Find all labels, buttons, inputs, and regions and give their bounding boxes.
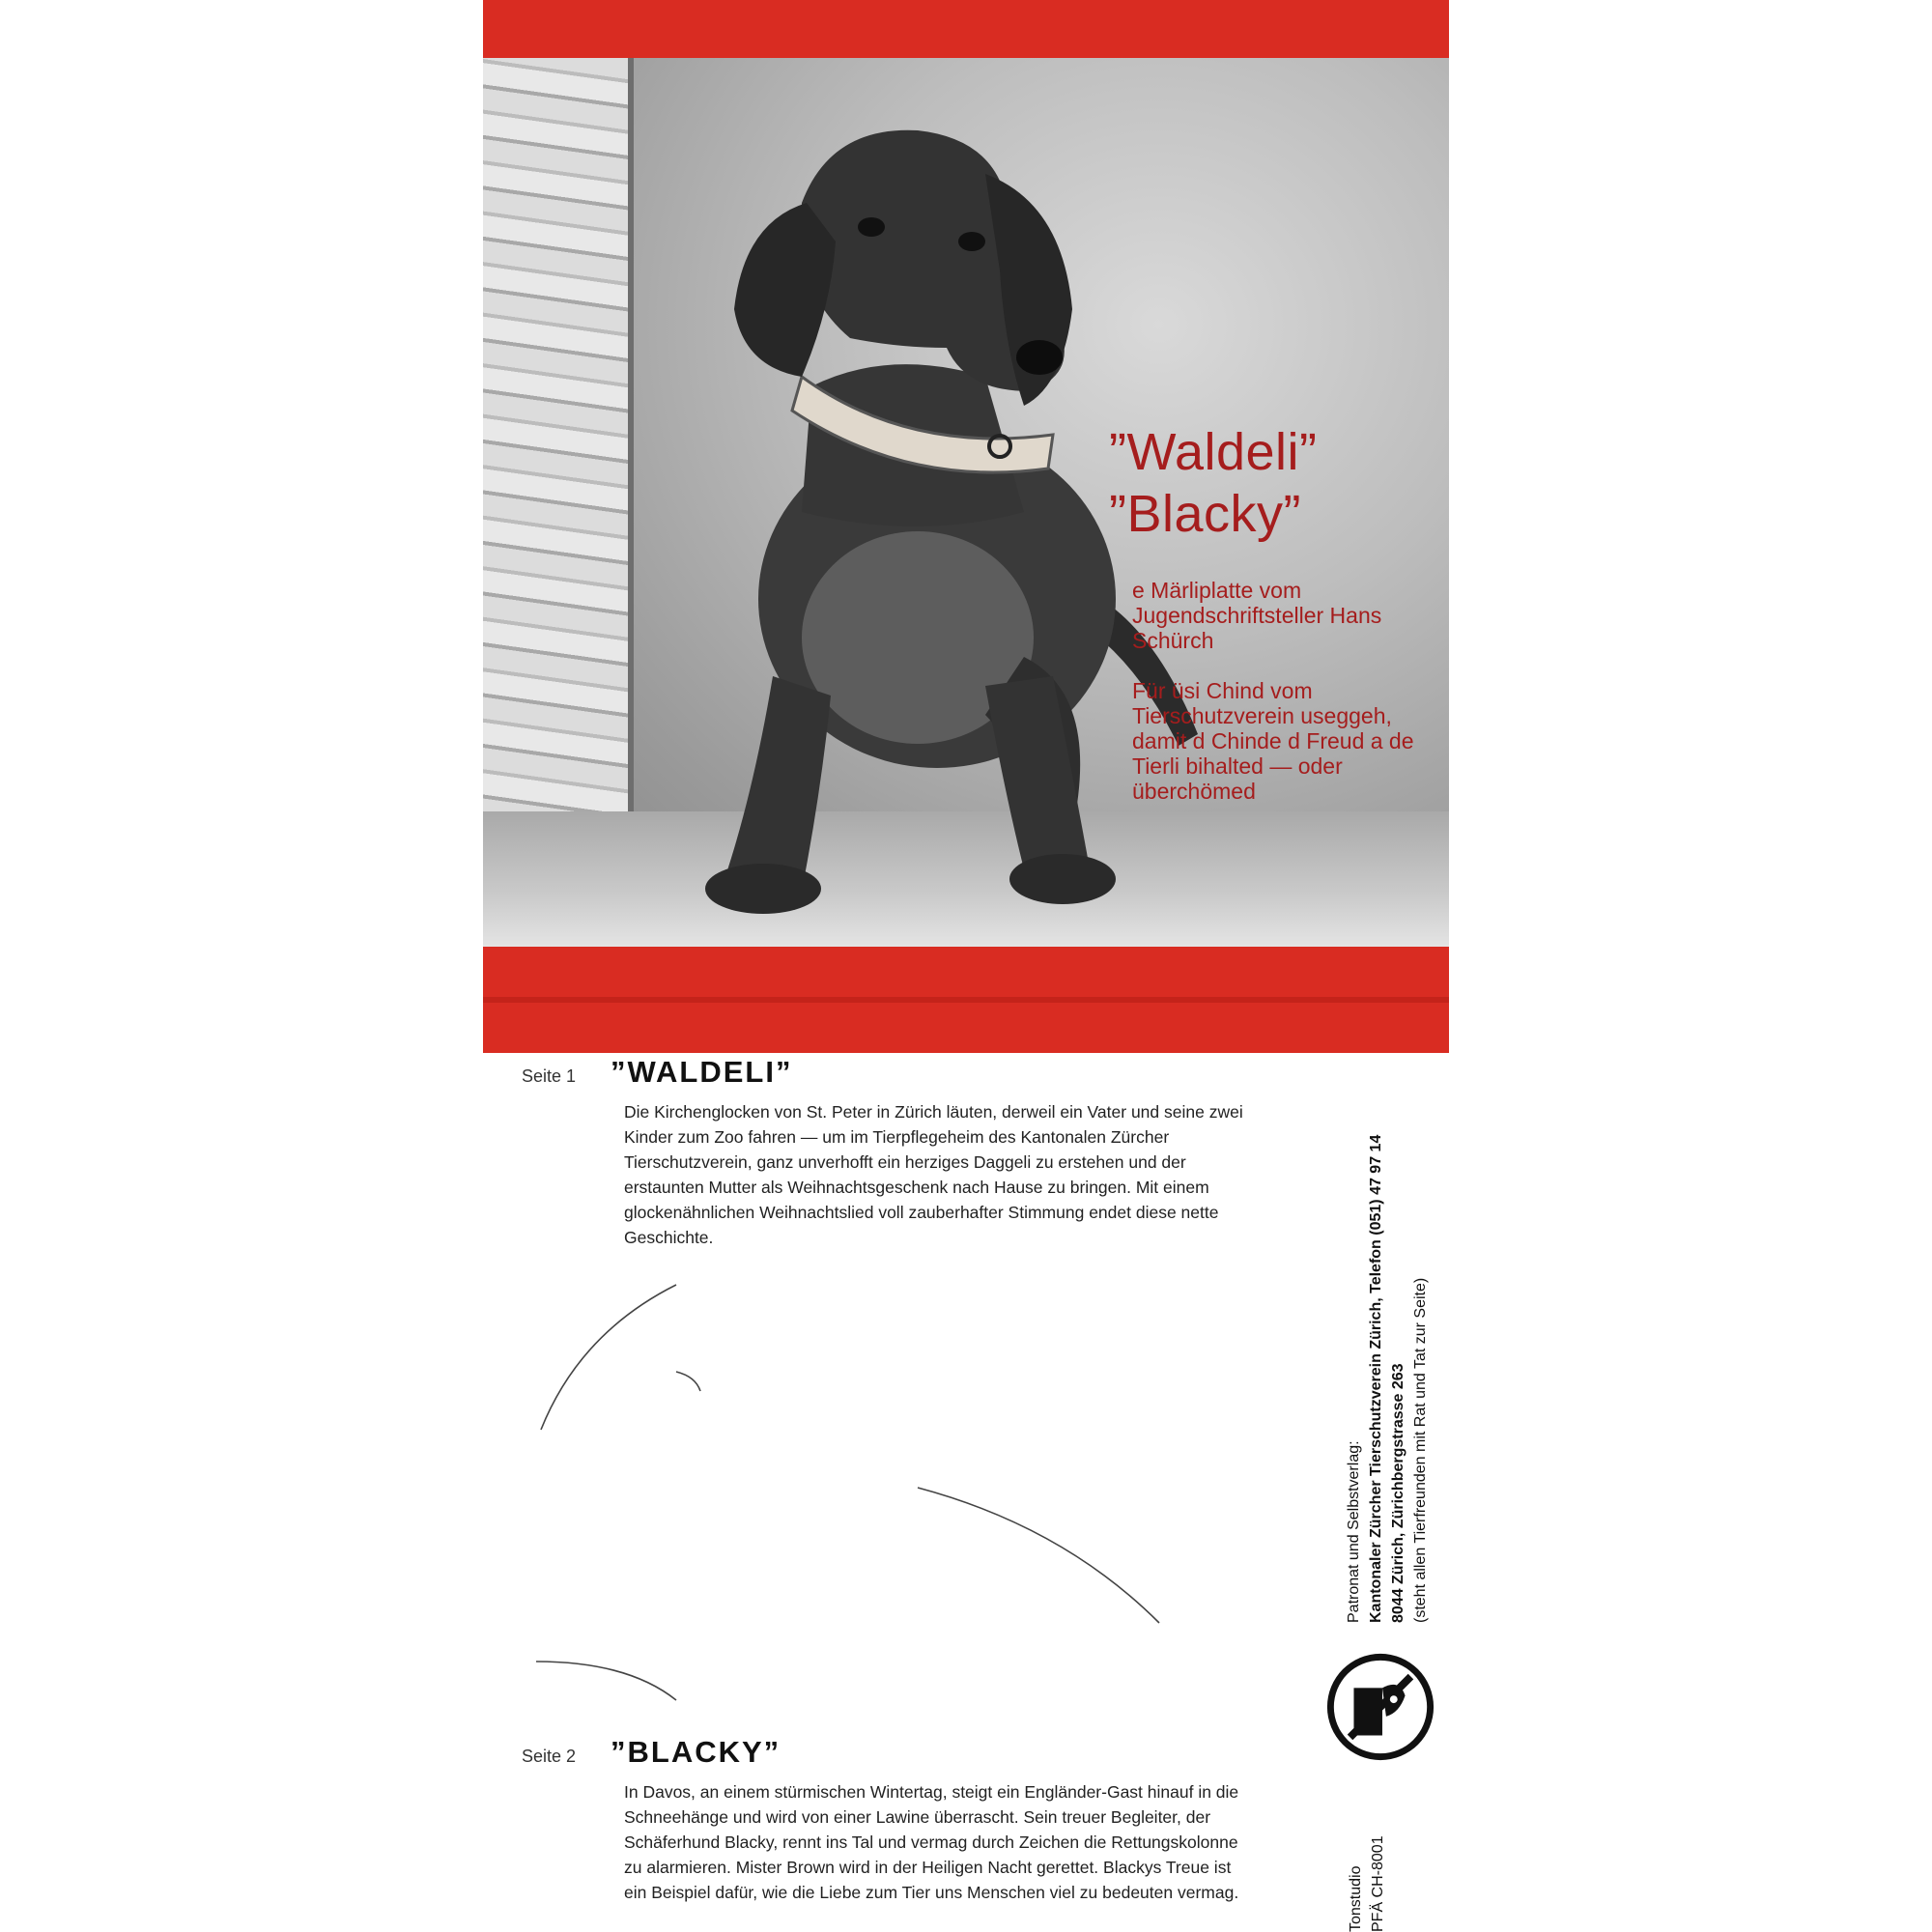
- tonstudio-block: [1345, 1777, 1389, 1932]
- side-2-description: In Davos, an einem stürmischen Wintertag, steigt ein Engländer-Gast hinauf in die Schneehänge und wird von einer Lawine überrascht. Sein treuer Begleiter, der Schäferhund Blacky, rennt ins Tal und vermag durch Zeichen die Rettungskolonne zu alarmieren. Mister Brown wird in der Heiligen Nacht gerettet. Blackys Treue ist ein Beispiel dafür, wie die Liebe zum Tier uns Menschen viel zu bedeuten vermag.: [624, 1782, 1239, 1902]
- tonstudio-line-2: PFÄ CH-8001: [1370, 1835, 1386, 1932]
- cover-subtitle: e Märliplatte vom Jugendschriftsteller Hans Schürch: [1132, 578, 1382, 653]
- tonstudio-line-1: Tonstudio: [1348, 1865, 1364, 1932]
- publisher-block: [1343, 1043, 1432, 1623]
- publisher-line-3: 8044 Zürich, Zürichbergstrasse 263: [1390, 1363, 1406, 1623]
- side-1-description: Die Kirchenglocken von St. Peter in Zürich läuten, derweil ein Vater und seine zwei Kinder zum Zoo fahren — um im Tierpflegeheim des Kantonalen Zürcher Tierschutzverein, ganz unverhofft ein herziges Daggeli zu erstehen und der erstaunten Mutter als Weihnachtsgeschenk nach Hause zu bringen. Mit einem glockenähnlichen Weihnachtslied voll zauberhafter Stimmung endet diese nette Geschichte.: [624, 1102, 1243, 1247]
- cover-title: [1109, 421, 1318, 545]
- side-2-label: Seite 2: [522, 1747, 577, 1766]
- red-band: [483, 947, 1449, 1053]
- side-2-title: ”BLACKY”: [611, 1735, 781, 1769]
- side-1-label: Seite 1: [522, 1066, 577, 1086]
- title-waldeli: ”Waldeli”: [1109, 423, 1318, 481]
- publisher-line-4: (steht allen Tierfreunden mit Rat und Tat zur Seite): [1412, 1277, 1429, 1623]
- cover-note: Für üsi Chind vom Tierschutzverein useggeh, damit d Chinde d Freud a de Tierli bihalted — oder überchömed: [1132, 678, 1414, 804]
- publisher-line-2: Kantonaler Zürcher Tierschutzverein Zürich, Telefon (051) 47 97 14: [1368, 1134, 1384, 1623]
- record-cover: [483, 0, 1449, 1053]
- side-1-title: ”WALDELI”: [611, 1055, 793, 1089]
- publisher-line-1: Patronat und Selbstverlag:: [1346, 1440, 1362, 1623]
- tierschutz-logo-icon: [1323, 1650, 1437, 1764]
- title-blacky: ”Blacky”: [1109, 485, 1302, 543]
